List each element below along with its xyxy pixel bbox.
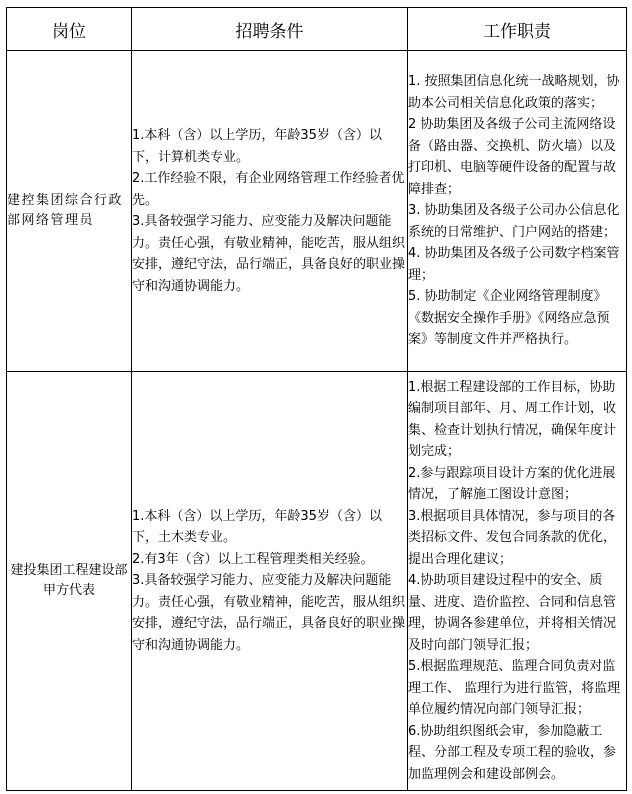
- requirement-item: 1.本科（含）以上学历，年龄35岁（含）以下，计算机类专业。: [132, 128, 382, 165]
- requirements-cell: [132, 51, 408, 372]
- duty-item: 2 协助集团及各级子公司主流网络设备（路由器、交换机、防火墙）以及打印机、电脑等硬件设备的配置与故障排查；: [408, 117, 617, 197]
- requirement-item: 3.具备较强学习能力、应变能力及解决问题能力。责任心强，有敬业精神，能吃苦，服从组织安排，遵纪守法，品行端正，具备良好的职业操守和沟通协调能力。: [132, 573, 406, 653]
- duty-item: 6.协助组织图纸会审，参加隐蔽工程、分部工程及专项工程的验收，参加监理例会和建设部例会。: [408, 723, 617, 782]
- position-cell: 建投集团工程建设部甲方代表: [7, 372, 132, 791]
- duty-item: 3. 协助集团及各级子公司办公信息化系统的日常维护、门户网站的搭建；: [408, 203, 620, 240]
- duty-item: 4.协助项目建设过程中的安全、质量、进度、造价监控、合同和信息管理，协调各参建单位，并将相关情况及时向部门领导汇报；: [408, 573, 617, 653]
- job-table: [6, 7, 627, 791]
- duty-item: 1.根据工程建设部的工作目标，协助编制项目部年、月、周工作计划，收集、检查计划执行情况，确保年度计划完成；: [408, 379, 617, 460]
- duty-item: 2.参与跟踪项目设计方案的优化进展情况，了解施工图设计意图；: [408, 465, 616, 503]
- position-cell: 建控集团综合行政部网络管理员: [7, 51, 132, 372]
- duty-item: 3.根据项目具体情况，参与项目的各类招标文件、发包合同条款的优化，提出合理化建议；: [408, 508, 617, 567]
- requirement-item: 3.具备较强学习能力、应变能力及解决问题能力。责任心强，有敬业精神，能吃苦，服从组织安排，遵纪守法，品行端正，具备良好的职业操守和沟通协调能力。: [132, 214, 406, 294]
- duty-item: 4. 协助集团及各级子公司数字档案管理；: [408, 246, 620, 283]
- requirement-item: 2.有3年（含）以上工程管理类相关经验。: [132, 551, 374, 567]
- duty-item: 5.根据监理规范、监理合同负责对监理工作、 监理行为进行监管，将监理单位履约情况向部门领导汇报；: [408, 659, 621, 718]
- header-duties: 工作职责: [408, 8, 627, 51]
- table-row: [7, 372, 627, 791]
- duty-item: 1. 按照集团信息化统一战略规划，协助本公司相关信息化政策的落实；: [408, 74, 620, 111]
- requirements-cell: [132, 372, 408, 791]
- requirement-item: 1.本科（含）以上学历，年龄35岁（含）以下，土木类专业。: [132, 508, 382, 546]
- duties-cell: [408, 372, 627, 791]
- header-row: [7, 8, 627, 51]
- duties-cell: [408, 51, 627, 372]
- header-requirements: 招聘条件: [132, 8, 408, 51]
- duty-item: 5. 协助制定《企业网络管理制度》《数据安全操作手册》《网络应急预案》等制度文件并严格执行。: [408, 289, 610, 348]
- header-position: 岗位: [7, 8, 132, 51]
- table-row: [7, 51, 627, 372]
- requirement-item: 2.工作经验不限，有企业网络管理工作经验者优先。: [132, 171, 405, 208]
